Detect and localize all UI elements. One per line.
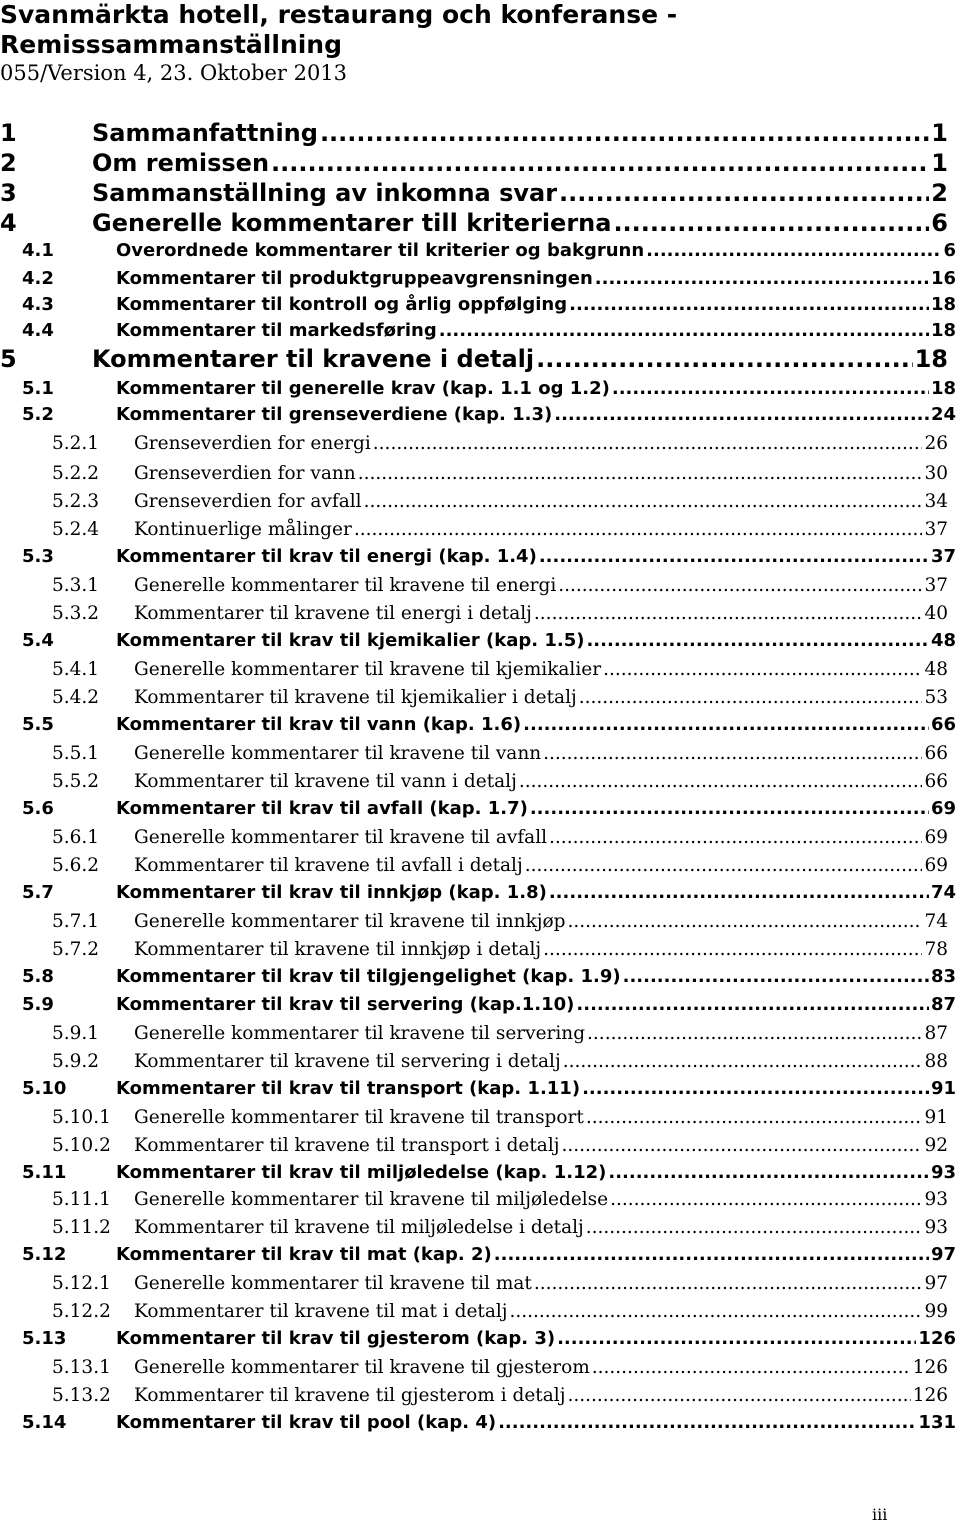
toc-entry-number: 5.13.1 [52, 1357, 111, 1378]
toc-entry[interactable] [52, 1270, 948, 1298]
toc-dot-leader [554, 402, 929, 428]
toc-entry-title: Kommentarer til krav til mat (kap. 2) [116, 1244, 492, 1265]
toc-entry-page: 34 [924, 491, 948, 512]
toc-dot-leader [576, 992, 929, 1018]
toc-entry-page: 6 [931, 209, 948, 237]
toc-entry[interactable] [22, 992, 956, 1018]
toc-entry-title: Generelle kommentarer til kravene til vann [134, 743, 542, 764]
toc-entry-title: Generelle kommentarer til kravene til innkjøp [134, 911, 566, 932]
toc-entry-page: 91 [924, 1107, 948, 1128]
toc-entry-page: 1 [931, 149, 948, 177]
toc-entry-number: 5.7.2 [52, 939, 100, 960]
toc-entry-number: 5.10.1 [52, 1107, 111, 1128]
page-number: iii [872, 1505, 888, 1524]
document-title-line-1: Svanmärkta hotell, restaurang och konferanse - [0, 0, 678, 29]
toc-entry-title: Kommentarer til kontroll og årlig oppfølging [116, 294, 568, 315]
toc-entry[interactable] [52, 1132, 948, 1160]
toc-entry[interactable] [22, 318, 956, 344]
toc-entry-page: 2 [931, 179, 948, 207]
toc-dot-leader [530, 796, 929, 822]
toc-entry-number: 5.11.1 [52, 1189, 111, 1210]
toc-dot-leader [543, 936, 922, 964]
toc-entry-page: 99 [924, 1301, 948, 1322]
toc-entry-number: 3 [0, 179, 17, 207]
toc-dot-leader [519, 768, 923, 796]
toc-dot-leader [510, 1298, 923, 1326]
toc-dot-leader [364, 488, 923, 516]
toc-entry-title: Overordnede kommentarer til kriterier og bakgrunn [116, 240, 645, 261]
toc-dot-leader [539, 544, 929, 570]
toc-entry[interactable] [22, 266, 956, 292]
toc-entry-number: 5.5 [22, 714, 54, 735]
toc-entry-number: 5.13 [22, 1328, 67, 1349]
toc-entry-number: 5.2.4 [52, 519, 100, 540]
toc-entry-page: 37 [924, 519, 948, 540]
toc-entry-title: Kommentarer til krav til servering (kap.1.10) [116, 994, 575, 1015]
toc-entry-title: Generelle kommentarer til kravene til kjemikalier [134, 659, 602, 680]
toc-dot-leader [373, 430, 923, 458]
toc-entry-title: Kommentarer til kravene til miljøledelse i detalj [134, 1217, 584, 1238]
toc-entry-page: 78 [924, 939, 948, 960]
toc-entry[interactable] [22, 1160, 956, 1186]
toc-entry-title: Sammanställning av inkomna svar [92, 179, 558, 207]
toc-entry-number: 5.10.2 [52, 1135, 111, 1156]
toc-entry-title: Om remissen [92, 149, 270, 177]
toc-entry-title: Generelle kommentarer til kravene til mat [134, 1273, 532, 1294]
toc-entry-title: Kommentarer til krav til pool (kap. 4) [116, 1412, 497, 1433]
toc-entry-title: Generelle kommentarer til kravene til servering [134, 1023, 586, 1044]
toc-entry-number: 5.13.2 [52, 1385, 111, 1406]
toc-entry[interactable] [52, 852, 948, 880]
toc-entry[interactable] [22, 402, 956, 428]
toc-entry-number: 5.9.2 [52, 1051, 100, 1072]
toc-dot-leader [559, 178, 929, 208]
toc-entry-page: 69 [924, 855, 948, 876]
toc-entry-title: Kommentarer til kravene i detalj [92, 345, 535, 373]
toc-entry-number: 4 [0, 209, 17, 237]
toc-entry-title: Grenseverdien for vann [134, 463, 356, 484]
toc-entry-number: 5 [0, 345, 17, 373]
toc-entry[interactable] [52, 516, 948, 544]
toc-entry[interactable] [22, 238, 956, 264]
toc-entry[interactable] [52, 1020, 948, 1048]
toc-entry-title: Kommentarer til kravene til kjemikalier i detalj [134, 687, 577, 708]
toc-entry[interactable] [52, 460, 948, 488]
toc-entry-number: 5.3.1 [52, 575, 100, 596]
toc-entry-number: 5.9 [22, 994, 54, 1015]
toc-entry-title: Kommentarer til krav til tilgjengelighet (kap. 1.9) [116, 966, 621, 987]
toc-entry[interactable] [0, 208, 948, 238]
toc-entry-page: 6 [943, 240, 956, 261]
toc-entry[interactable] [52, 908, 948, 936]
toc-entry-number: 5.11.2 [52, 1217, 111, 1238]
toc-entry-number: 5.10 [22, 1078, 67, 1099]
toc-entry-page: 18 [930, 320, 956, 341]
toc-entry-number: 5.6.2 [52, 855, 100, 876]
toc-entry[interactable] [52, 768, 948, 796]
toc-dot-leader [494, 1242, 929, 1268]
toc-entry-title: Sammanfattning [92, 119, 318, 147]
toc-dot-leader [603, 656, 922, 684]
toc-entry-number: 5.2.3 [52, 491, 100, 512]
toc-entry-page: 93 [924, 1189, 948, 1210]
toc-entry-number: 5.4.1 [52, 659, 100, 680]
toc-entry-title: Kommentarer til markedsføring [116, 320, 437, 341]
toc-entry[interactable] [22, 628, 956, 654]
toc-entry-title: Kommentarer til krav til vann (kap. 1.6) [116, 714, 522, 735]
toc-entry-page: 74 [930, 882, 956, 903]
toc-dot-leader [525, 852, 923, 880]
toc-dot-leader [623, 964, 929, 990]
toc-entry-number: 5.3.2 [52, 603, 100, 624]
toc-entry[interactable] [22, 712, 956, 738]
toc-entry-page: 88 [924, 1051, 948, 1072]
toc-entry-page: 37 [924, 575, 948, 596]
toc-entry[interactable] [52, 656, 948, 684]
toc-entry-title: Kommentarer til kravene til servering i detalj [134, 1051, 561, 1072]
toc-entry-number: 5.8 [22, 966, 54, 987]
toc-entry-number: 5.5.2 [52, 771, 100, 792]
toc-entry-number: 1 [0, 119, 17, 147]
toc-entry[interactable] [22, 1326, 956, 1352]
toc-entry-title: Grenseverdien for avfall [134, 491, 362, 512]
toc-entry[interactable] [22, 544, 956, 570]
toc-entry-title: Kommentarer til kravene til transport i detalj [134, 1135, 560, 1156]
toc-entry[interactable] [52, 1104, 948, 1132]
toc-entry-page: 87 [930, 994, 956, 1015]
toc-entry-page: 53 [924, 687, 948, 708]
toc-dot-leader [549, 824, 922, 852]
toc-entry[interactable] [52, 1186, 948, 1214]
toc-entry-title: Kommentarer til krav til transport (kap. 1.11) [116, 1078, 581, 1099]
toc-entry-title: Kommentarer til krav til kjemikalier (kap. 1.5) [116, 630, 585, 651]
toc-dot-leader [536, 344, 913, 374]
toc-entry-number: 5.7.1 [52, 911, 100, 932]
toc-entry-page: 66 [924, 743, 948, 764]
toc-entry-number: 4.2 [22, 268, 54, 289]
document-version: 055/Version 4, 23. Oktober 2013 [0, 61, 348, 85]
toc-dot-leader [579, 684, 923, 712]
toc-entry[interactable] [52, 430, 948, 458]
toc-entry-page: 66 [924, 771, 948, 792]
toc-entry[interactable] [22, 1410, 956, 1436]
toc-entry[interactable] [22, 1076, 956, 1102]
toc-entry-page: 131 [918, 1412, 956, 1433]
toc-entry-number: 5.6 [22, 798, 54, 819]
toc-dot-leader [523, 712, 929, 738]
toc-entry-page: 18 [930, 378, 956, 399]
toc-entry-number: 5.1 [22, 378, 54, 399]
toc-entry-number: 5.12.2 [52, 1301, 111, 1322]
toc-entry-title: Kommentarer til kravene til energi i detalj [134, 603, 532, 624]
toc-entry[interactable] [52, 1354, 948, 1382]
toc-entry[interactable] [22, 796, 956, 822]
toc-entry[interactable] [52, 740, 948, 768]
toc-entry-title: Kommentarer til krav til avfall (kap. 1.7) [116, 798, 528, 819]
toc-entry[interactable] [52, 1298, 948, 1326]
toc-entry-number: 2 [0, 149, 17, 177]
toc-dot-leader [582, 1076, 929, 1102]
toc-entry[interactable] [22, 376, 956, 402]
toc-entry-page: 97 [924, 1273, 948, 1294]
toc-entry-page: 126 [912, 1357, 948, 1378]
toc-dot-leader [498, 1410, 916, 1436]
toc-entry-title: Grenseverdien for energi [134, 433, 371, 454]
toc-dot-leader [586, 1104, 923, 1132]
toc-entry-page: 93 [930, 1162, 956, 1183]
toc-entry-title: Generelle kommentarer til kravene til energi [134, 575, 557, 596]
toc-entry-title: Kontinuerlige målinger [134, 519, 352, 540]
toc-entry-title: Generelle kommentarer til kravene til gjesterom [134, 1357, 590, 1378]
toc-entry[interactable] [0, 148, 948, 178]
toc-entry-title: Kommentarer til krav til innkjøp (kap. 1.8) [116, 882, 547, 903]
toc-entry-number: 5.4.2 [52, 687, 100, 708]
toc-entry-page: 40 [924, 603, 948, 624]
toc-entry-number: 5.6.1 [52, 827, 100, 848]
toc-dot-leader [567, 1382, 910, 1410]
toc-entry-number: 4.4 [22, 320, 54, 341]
toc-entry-title: Kommentarer til kravene til avfall i detalj [134, 855, 523, 876]
toc-dot-leader [320, 118, 929, 148]
toc-entry-page: 92 [924, 1135, 948, 1156]
toc-entry[interactable] [52, 936, 948, 964]
toc-dot-leader [646, 238, 941, 264]
toc-entry-number: 5.14 [22, 1412, 67, 1433]
toc-entry[interactable] [52, 1382, 948, 1410]
toc-entry-page: 48 [930, 630, 956, 651]
toc-entry-title: Kommentarer til krav til gjesterom (kap. 3) [116, 1328, 556, 1349]
toc-entry-title: Kommentarer til krav til miljøledelse (kap. 1.12) [116, 1162, 607, 1183]
toc-entry[interactable] [52, 1048, 948, 1076]
toc-entry-title: Generelle kommentarer till kriterierna [92, 209, 612, 237]
toc-entry-number: 5.12.1 [52, 1273, 111, 1294]
toc-entry-number: 5.12 [22, 1244, 67, 1265]
toc-dot-leader [586, 1214, 923, 1242]
toc-entry-number: 5.11 [22, 1162, 67, 1183]
toc-entry-page: 16 [930, 268, 956, 289]
toc-dot-leader [612, 376, 929, 402]
toc-dot-leader [561, 1132, 922, 1160]
toc-entry[interactable] [52, 600, 948, 628]
toc-entry-title: Generelle kommentarer til kravene til avfall [134, 827, 548, 848]
toc-entry-page: 83 [930, 966, 956, 987]
toc-dot-leader [543, 740, 922, 768]
toc-entry-page: 74 [924, 911, 948, 932]
toc-entry[interactable] [52, 1214, 948, 1242]
toc-entry[interactable] [52, 572, 948, 600]
toc-entry-page: 66 [930, 714, 956, 735]
toc-dot-leader [569, 292, 929, 318]
toc-dot-leader [613, 208, 929, 238]
toc-dot-leader [568, 908, 923, 936]
toc-entry-title: Kommentarer til krav til energi (kap. 1.4) [116, 546, 537, 567]
toc-entry-number: 5.7 [22, 882, 54, 903]
toc-entry-number: 4.3 [22, 294, 54, 315]
toc-dot-leader [549, 880, 929, 906]
toc-dot-leader [608, 1160, 929, 1186]
toc-entry-page: 24 [930, 404, 956, 425]
toc-entry-page: 37 [930, 546, 956, 567]
toc-entry[interactable] [22, 880, 956, 906]
toc-entry-page: 26 [924, 433, 948, 454]
toc-dot-leader [354, 516, 923, 544]
toc-dot-leader [534, 1270, 923, 1298]
toc-dot-leader [557, 1326, 916, 1352]
toc-entry[interactable] [52, 684, 948, 712]
toc-dot-leader [271, 148, 929, 178]
toc-entry[interactable] [52, 824, 948, 852]
toc-entry-number: 4.1 [22, 240, 54, 261]
toc-dot-leader [358, 460, 923, 488]
toc-entry-title: Kommentarer til kravene til gjesterom i detalj [134, 1385, 566, 1406]
toc-entry-title: Kommentarer til produktgruppeavgrensningen [116, 268, 593, 289]
toc-entry-page: 91 [930, 1078, 956, 1099]
toc-entry-number: 5.2.1 [52, 433, 100, 454]
toc-entry-page: 48 [924, 659, 948, 680]
toc-entry-number: 5.9.1 [52, 1023, 100, 1044]
toc-entry[interactable] [22, 1242, 956, 1268]
toc-dot-leader [592, 1354, 911, 1382]
toc-entry-title: Kommentarer til kravene til mat i detalj [134, 1301, 508, 1322]
toc-entry[interactable] [0, 344, 948, 374]
toc-dot-leader [558, 572, 922, 600]
toc-entry-title: Kommentarer til grenseverdiene (kap. 1.3) [116, 404, 553, 425]
toc-dot-leader [534, 600, 923, 628]
toc-entry-number: 5.3 [22, 546, 54, 567]
toc-entry-page: 69 [930, 798, 956, 819]
document-title-line-2: Remisssammanställning [0, 30, 343, 59]
toc-entry-page: 18 [930, 294, 956, 315]
toc-entry-title: Kommentarer til kravene til innkjøp i detalj [134, 939, 542, 960]
toc-entry[interactable] [0, 178, 948, 208]
toc-entry[interactable] [22, 964, 956, 990]
toc-entry-title: Kommentarer til kravene til vann i detalj [134, 771, 517, 792]
toc-entry-page: 87 [924, 1023, 948, 1044]
toc-entry-page: 126 [912, 1385, 948, 1406]
toc-entry-title: Kommentarer til generelle krav (kap. 1.1 og 1.2) [116, 378, 610, 399]
toc-entry-number: 5.2.2 [52, 463, 100, 484]
toc-dot-leader [595, 266, 929, 292]
toc-entry-page: 18 [914, 345, 948, 373]
toc-entry-number: 5.5.1 [52, 743, 100, 764]
toc-entry-page: 1 [931, 119, 948, 147]
toc-entry[interactable] [52, 488, 948, 516]
toc-dot-leader [439, 318, 929, 344]
toc-entry-title: Generelle kommentarer til kravene til transport [134, 1107, 584, 1128]
toc-entry-page: 30 [924, 463, 948, 484]
toc-dot-leader [587, 1020, 922, 1048]
toc-entry-page: 97 [930, 1244, 956, 1265]
toc-entry-number: 5.2 [22, 404, 54, 425]
toc-entry-title: Generelle kommentarer til kravene til miljøledelse [134, 1189, 609, 1210]
toc-dot-leader [610, 1186, 922, 1214]
toc-dot-leader [586, 628, 928, 654]
toc-entry[interactable] [22, 292, 956, 318]
toc-entry-page: 69 [924, 827, 948, 848]
toc-entry-number: 5.4 [22, 630, 54, 651]
toc-dot-leader [563, 1048, 923, 1076]
toc-entry[interactable] [0, 118, 948, 148]
toc-entry-page: 126 [918, 1328, 956, 1349]
toc-entry-page: 93 [924, 1217, 948, 1238]
